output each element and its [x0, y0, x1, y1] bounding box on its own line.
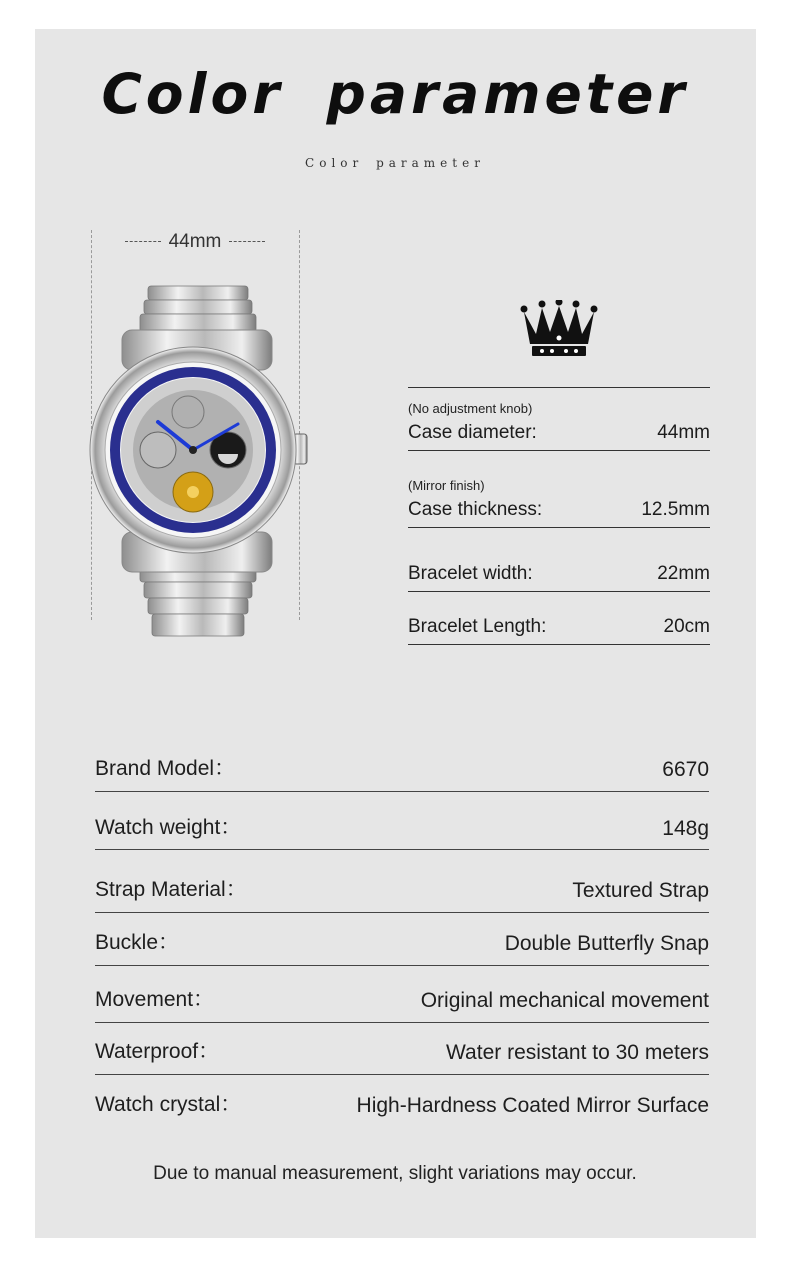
detail-label: Waterproof：	[95, 1040, 220, 1063]
disclaimer-text: Due to manual measurement, slight variations may occur.	[153, 1163, 637, 1184]
detail-divider	[95, 965, 709, 966]
detail-divider	[95, 849, 709, 850]
detail-divider	[95, 912, 709, 913]
detail-row-watch-weight	[95, 811, 709, 841]
detail-value: Double Butterfly Snap	[504, 932, 709, 955]
detail-row-movement	[95, 983, 709, 1013]
detail-label: Buckle：	[95, 931, 180, 954]
spec-divider-top	[408, 387, 710, 388]
detail-value: High-Hardness Coated Mirror Surface	[356, 1094, 709, 1117]
spec-value: 12.5mm	[641, 499, 710, 520]
dimension-label	[90, 231, 300, 253]
detail-value: Textured Strap	[572, 879, 709, 902]
detail-divider	[95, 1022, 709, 1023]
detail-row-strap-material	[95, 873, 709, 903]
detail-value: Water resistant to 30 meters	[446, 1041, 709, 1064]
detail-label: Strap Material：	[95, 878, 247, 901]
spec-label: Case diameter:	[408, 422, 537, 443]
detail-divider	[95, 791, 709, 792]
spec-note: (No adjustment knob)	[408, 401, 533, 416]
spec-label: Case thickness:	[408, 499, 543, 520]
detail-row-brand-model	[95, 752, 709, 782]
detail-value: Original mechanical movement	[420, 989, 709, 1012]
detail-divider	[95, 1074, 709, 1075]
page-title: Color parameter	[101, 62, 689, 126]
page-subtitle: Color parameter	[305, 156, 485, 170]
spec-value: 44mm	[657, 422, 710, 443]
detail-value: 6670	[662, 758, 709, 781]
dimension-value: 44mm	[168, 231, 222, 252]
spec-note: (Mirror finish)	[408, 478, 485, 493]
spec-bracelet-length	[408, 616, 710, 645]
spec-label: Bracelet width:	[408, 563, 533, 584]
crown-icon	[520, 300, 598, 360]
spec-bracelet-width	[408, 563, 710, 592]
detail-label: Watch crystal：	[95, 1093, 242, 1116]
detail-row-waterproof	[95, 1035, 709, 1065]
detail-label: Brand Model：	[95, 757, 236, 780]
spec-value: 20cm	[663, 616, 710, 637]
spec-case-diameter	[408, 401, 710, 451]
watch-image	[88, 282, 318, 644]
detail-label: Movement：	[95, 988, 215, 1011]
spec-value: 22mm	[657, 563, 710, 584]
spec-label: Bracelet Length:	[408, 616, 547, 637]
detail-label: Watch weight：	[95, 816, 242, 839]
detail-row-buckle	[95, 926, 709, 956]
spec-case-thickness	[408, 478, 710, 528]
detail-row-watch-crystal	[95, 1088, 709, 1118]
detail-value: 148g	[662, 817, 709, 840]
